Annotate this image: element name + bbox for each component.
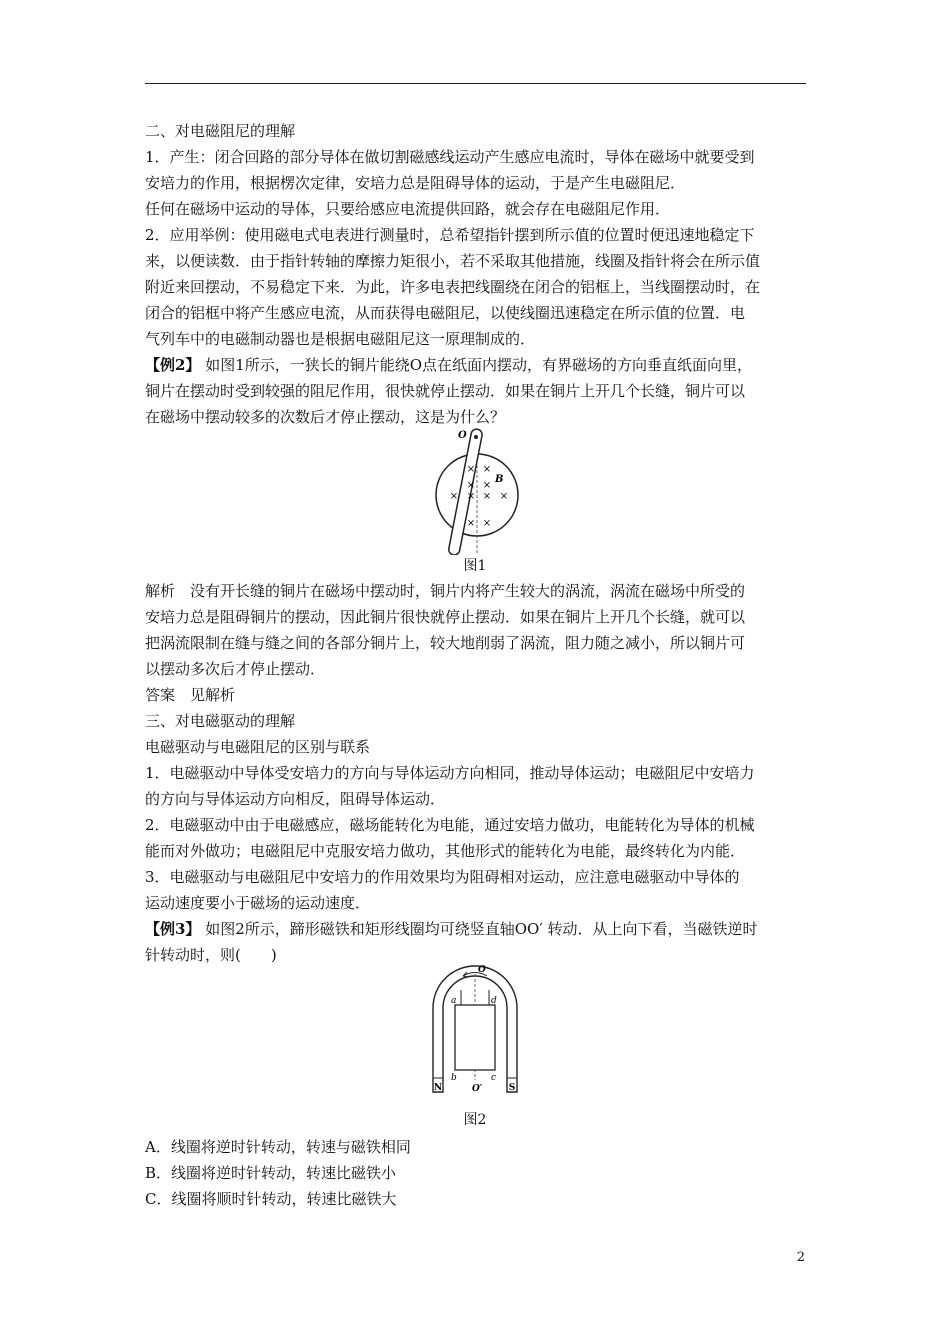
example-question-line: 针转动时，则( )	[145, 946, 277, 964]
label-n: N	[433, 1083, 443, 1093]
example-question-line: 在磁场中摆动较多的次数后才停止摆动，这是为什么？	[145, 408, 506, 426]
sub-heading: 电磁驱动与电磁阻尼的区别与联系	[145, 738, 371, 756]
field-cross: ×	[482, 518, 492, 529]
label-o: O	[478, 965, 486, 975]
question-text: 如图2所示，蹄形磁铁和矩形线圈均可绕竖直轴OO′ 转动．从上向下看，当磁铁逆时	[200, 920, 758, 938]
option-c: C．线圈将顺时针转动，转速比磁铁大	[145, 1190, 397, 1208]
example-tag: 【例2】	[145, 356, 201, 374]
label-b: B	[495, 474, 504, 485]
paragraph-line: 安培力的作用，根据楞次定律，安培力总是阻碍导体的运动，于是产生电磁阻尼．	[145, 174, 686, 192]
point-line: 能而对外做功；电磁阻尼中克服安培力做功，其他形式的能转化为电能，最终转化为内能．	[145, 842, 746, 860]
pivot-point	[474, 435, 478, 439]
point-line: 的方向与导体运动方向相反，阻碍导体运动．	[145, 790, 446, 808]
header-rule	[145, 83, 806, 84]
example-question-line	[145, 916, 806, 942]
rectangular-coil	[455, 1005, 495, 1070]
analysis-line: 把涡流限制在缝与缝之间的各部分铜片上，较大地削弱了涡流，阻力随之减小，所以铜片可	[145, 634, 746, 652]
label-o-prime: O′	[472, 1084, 483, 1094]
figure-2-diagram	[425, 960, 525, 1095]
label-c: c	[491, 1073, 497, 1083]
paragraph-line: 气列车中的电磁制动器也是根据电磁阻尼这一原理制成的．	[145, 330, 536, 348]
field-cross: ×	[449, 491, 459, 502]
paragraph-line: 来，以便读数．由于指针转轴的摩擦力矩很小，若不采取其他措施，线圈及指针将会在所示值	[145, 252, 761, 270]
point-line: 3．电磁驱动与电磁阻尼中安培力的作用效果均为阻碍相对运动，应注意电磁驱动中导体的	[145, 868, 740, 886]
field-cross: ×	[482, 464, 492, 475]
figure-1-caption: 图1	[463, 558, 487, 574]
paragraph-line: 附近来回摆动，不易稳定下来．为此，许多电表把线圈绕在闭合的铝框上，当线圈摆动时，在	[145, 278, 761, 296]
analysis-and-section-3	[145, 578, 806, 968]
label-a: a	[451, 996, 457, 1006]
paragraph-line: 1．产生：闭合回路的部分导体在做切割磁感线运动产生感应电流时，导体在磁场中就要受到	[145, 148, 755, 166]
point-line: 1．电磁驱动中导体受安培力的方向与导体运动方向相同，推动导体运动；电磁阻尼中安培力	[145, 764, 755, 782]
label-o: O	[458, 430, 467, 441]
figure-1-diagram	[420, 425, 530, 555]
paragraph-line: 2．应用举例：使用磁电式电表进行测量时，总希望指针摆到所示值的位置时便迅速地稳定下	[145, 226, 755, 244]
analysis-line: 安培力总是阻碍铜片的摆动，因此铜片很快就停止摆动．如果在铜片上开几个长缝，就可以	[145, 608, 746, 626]
example-question-line: 铜片在摆动时受到较强的阻尼作用，很快就停止摆动．如果在铜片上开几个长缝，铜片可以	[145, 382, 746, 400]
point-line: 运动速度要小于磁场的运动速度．	[145, 894, 371, 912]
option-b: B．线圈将逆时针转动，转速比磁铁小	[145, 1164, 397, 1182]
section-heading: 二、对电磁阻尼的理解	[145, 122, 296, 140]
point-line: 2．电磁驱动中由于电磁感应，磁场能转化为电能，通过安培力做功，电能转化为导体的机械	[145, 816, 755, 834]
label-b: b	[451, 1073, 457, 1083]
answer-line: 答案 见解析	[145, 686, 236, 704]
field-cross: ×	[482, 491, 492, 502]
field-cross: ×	[482, 480, 492, 491]
answer-options	[145, 1134, 806, 1212]
figure-2-caption: 图2	[463, 1112, 487, 1128]
label-d: d	[491, 996, 497, 1006]
page-number: 2	[796, 1250, 805, 1265]
field-cross: ×	[466, 491, 476, 502]
example-tag: 【例3】	[145, 920, 201, 938]
field-cross: ×	[466, 480, 476, 491]
label-s: S	[508, 1083, 516, 1093]
field-cross: ×	[466, 518, 476, 529]
analysis-line: 以摆动多次后才停止摆动．	[145, 660, 326, 678]
option-a: A．线圈将逆时针转动，转速与磁铁相同	[145, 1138, 411, 1156]
paragraph-line: 任何在磁场中运动的导体，只要给感应电流提供回路，就会存在电磁阻尼作用．	[145, 200, 671, 218]
section-2	[145, 118, 806, 430]
analysis-line: 解析 没有开长缝的铜片在磁场中摆动时，铜片内将产生较大的涡流，涡流在磁场中所受的	[145, 582, 746, 600]
example-question-line	[145, 352, 806, 378]
section-heading: 三、对电磁驱动的理解	[145, 712, 296, 730]
question-text: 如图1所示，一狭长的铜片能绕O点在纸面内摆动，有界磁场的方向垂直纸面向里，	[200, 356, 753, 374]
paragraph-line: 闭合的铝框中将产生感应电流，从而获得电磁阻尼，以使线圈迅速稳定在所示值的位置．电	[145, 304, 746, 322]
field-cross: ×	[499, 491, 509, 502]
field-cross: ×	[466, 464, 476, 475]
